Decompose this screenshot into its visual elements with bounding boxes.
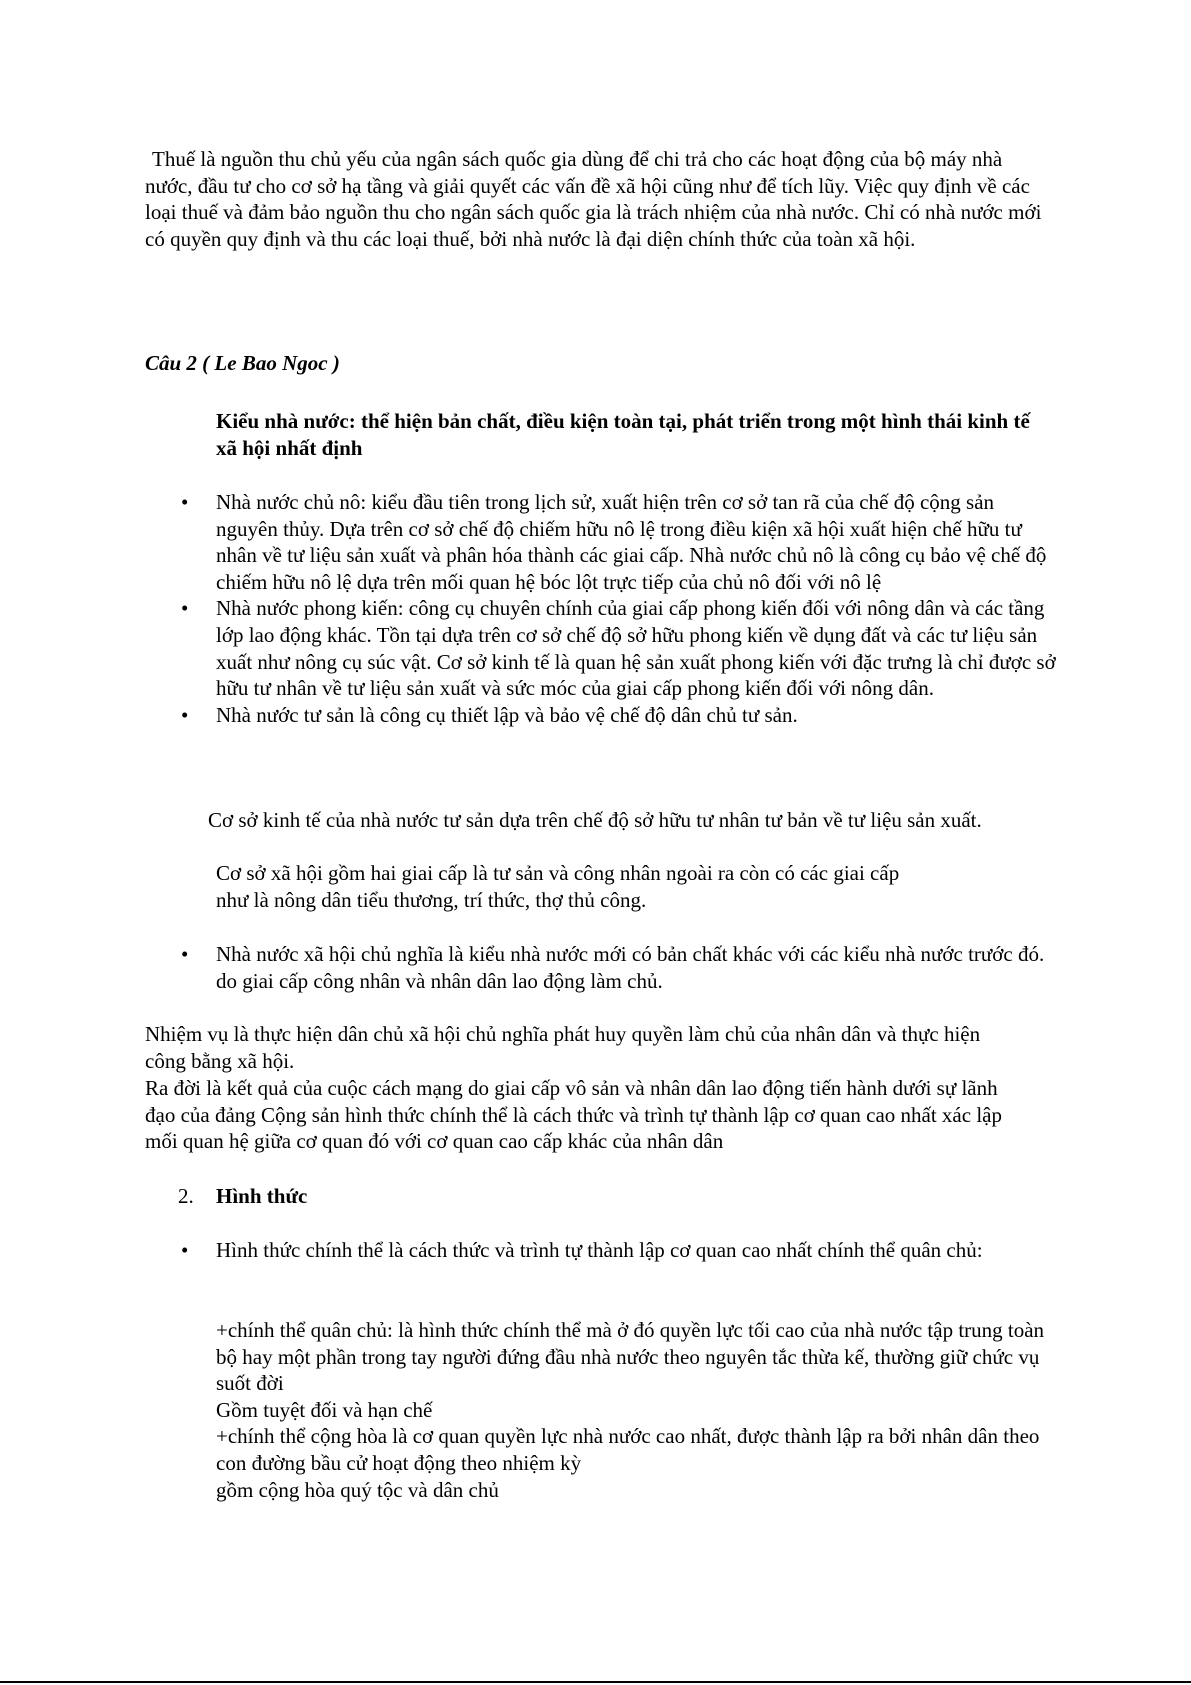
form-detail-line: Gồm tuyệt đối và hạn chế: [216, 1397, 433, 1422]
section-heading: [178, 1183, 307, 1210]
list-item-text: Nhà nước xã hội chủ nghĩa là kiểu nhà nước mới có bản chất khác với các kiểu nhà nước trước đó. do giai cấp công nhân và nhân dân lao động làm chủ.: [216, 942, 1045, 993]
form-detail-line: +chính thể cộng hòa là cơ quan quyền lực nhà nước cao nhất, được thành lập ra bởi nhân dân theo con đường bầu cử hoạt động theo nhiệm kỳ: [216, 1424, 1040, 1475]
list-item: [181, 489, 1061, 595]
page-bottom-rule: [0, 1681, 1191, 1683]
bullet-icon: •: [181, 942, 189, 966]
section-title: Hình thức: [216, 1184, 308, 1208]
bullet-icon: •: [181, 596, 189, 621]
list-item-text: Nhà nước chủ nô: kiểu đầu tiên trong lịch sử, xuất hiện trên cơ sở tan rã của chế độ cộng sản nguyên thủy. Dựa trên cơ sở chế độ chiếm hữu nô lệ trong điều kiện xã hội xuất hiện chế hữu tư nhân về tư liệu sản xuất và phân hóa thành các giai cấp. Nhà nước chủ nô là công cụ bảo vệ chế độ chiếm hữu nô lệ dựa trên mối quan hệ bóc lột trực tiếp của chủ nô đối với nô lệ: [216, 490, 1047, 594]
bullet-icon: •: [181, 1238, 189, 1262]
question-heading: Câu 2 ( Le Bao Ngoc ): [145, 351, 340, 375]
form-list: [181, 1237, 1061, 1264]
form-detail-line: gồm cộng hòa quý tộc và dân chủ: [216, 1477, 499, 1502]
state-type-subheading: Kiểu nhà nước: thể hiện bản chất, điều kiện toàn tại, phát triển trong một hình thái kinh tế xã hội nhất định: [216, 409, 1030, 460]
social-basis-paragraph: Cơ sở xã hội gồm hai giai cấp là tư sản và công nhân ngoài ra còn có các giai cấp như là nông dân tiểu thương, trí thức, thợ thủ công.: [216, 861, 900, 912]
list-item: [181, 1237, 1061, 1264]
list-item-text: Nhà nước tư sản là công cụ thiết lập và bảo vệ chế độ dân chủ tư sản.: [216, 702, 798, 727]
economic-basis-paragraph: Cơ sở kinh tế của nhà nước tư sản dựa trên chế độ sở hữu tư nhân tư bản về tư liệu sản xuất.: [208, 808, 982, 832]
list-item: [181, 941, 1061, 994]
list-item: [181, 595, 1061, 701]
origin-paragraph: Ra đời là kết quả của cuộc cách mạng do giai cấp vô sản và nhân dân lao động tiến hành dưới sự lãnh đạo của đảng Cộng sản hình thức chính thể là cách thức và trình tự thành lập cơ quan cao nhất xác lập mối quan hệ giữa cơ quan đó với cơ quan cao cấp khác của nhân dân: [145, 1076, 1002, 1154]
form-details: [216, 1317, 1061, 1503]
bullet-icon: •: [181, 490, 189, 514]
list-item: [181, 702, 1061, 729]
form-detail-line: +chính thể quân chủ: là hình thức chính thể mà ở đó quyền lực tối cao của nhà nước tập trung toàn bộ hay một phần trong tay người đứng đầu nhà nước theo nguyên tắc thừa kế, thường giữ chức vụ suốt đời: [216, 1318, 1045, 1396]
intro-paragraph: Thuế là nguồn thu chủ yếu của ngân sách quốc gia dùng để chi trả cho các hoạt động của bộ máy nhà nước, đầu tư cho cơ sở hạ tầng và giải quyết các vấn đề xã hội cũng như để tích lũy. Việc quy định về các loại thuế và đảm bảo nguồn thu cho ngân sách quốc gia là trách nhiệm của nhà nước. Chỉ có nhà nước mới có quyền quy định và thu các loại thuế, bởi nhà nước là đại diện chính thức của toàn xã hội.: [145, 147, 1042, 251]
list-item-text: Nhà nước phong kiến: công cụ chuyên chính của giai cấp phong kiến đối với nông dân và các tầng lớp lao động khác. Tồn tại dựa trên cơ sở chế độ sở hữu phong kiến về dụng đất và các tư liệu sản xuất như nông cụ súc vật. Cơ sở kinh tế là quan hệ sản xuất phong kiến với đặc trưng là chỉ được sở hữu tư nhân về tư liệu sản xuất và sức móc của giai cấp phong kiến đối với nông dân.: [216, 596, 1056, 701]
socialist-state-list: [181, 941, 1061, 994]
task-paragraph: Nhiệm vụ là thực hiện dân chủ xã hội chủ nghĩa phát huy quyền làm chủ của nhân dân và thực hiện công bằng xã hội.: [145, 1022, 981, 1073]
bullet-icon: •: [181, 702, 189, 727]
state-types-list: [181, 489, 1061, 728]
section-number: 2.: [178, 1184, 194, 1208]
list-item-text: Hình thức chính thể là cách thức và trình tự thành lập cơ quan cao nhất chính thể quân chủ:: [216, 1238, 983, 1262]
